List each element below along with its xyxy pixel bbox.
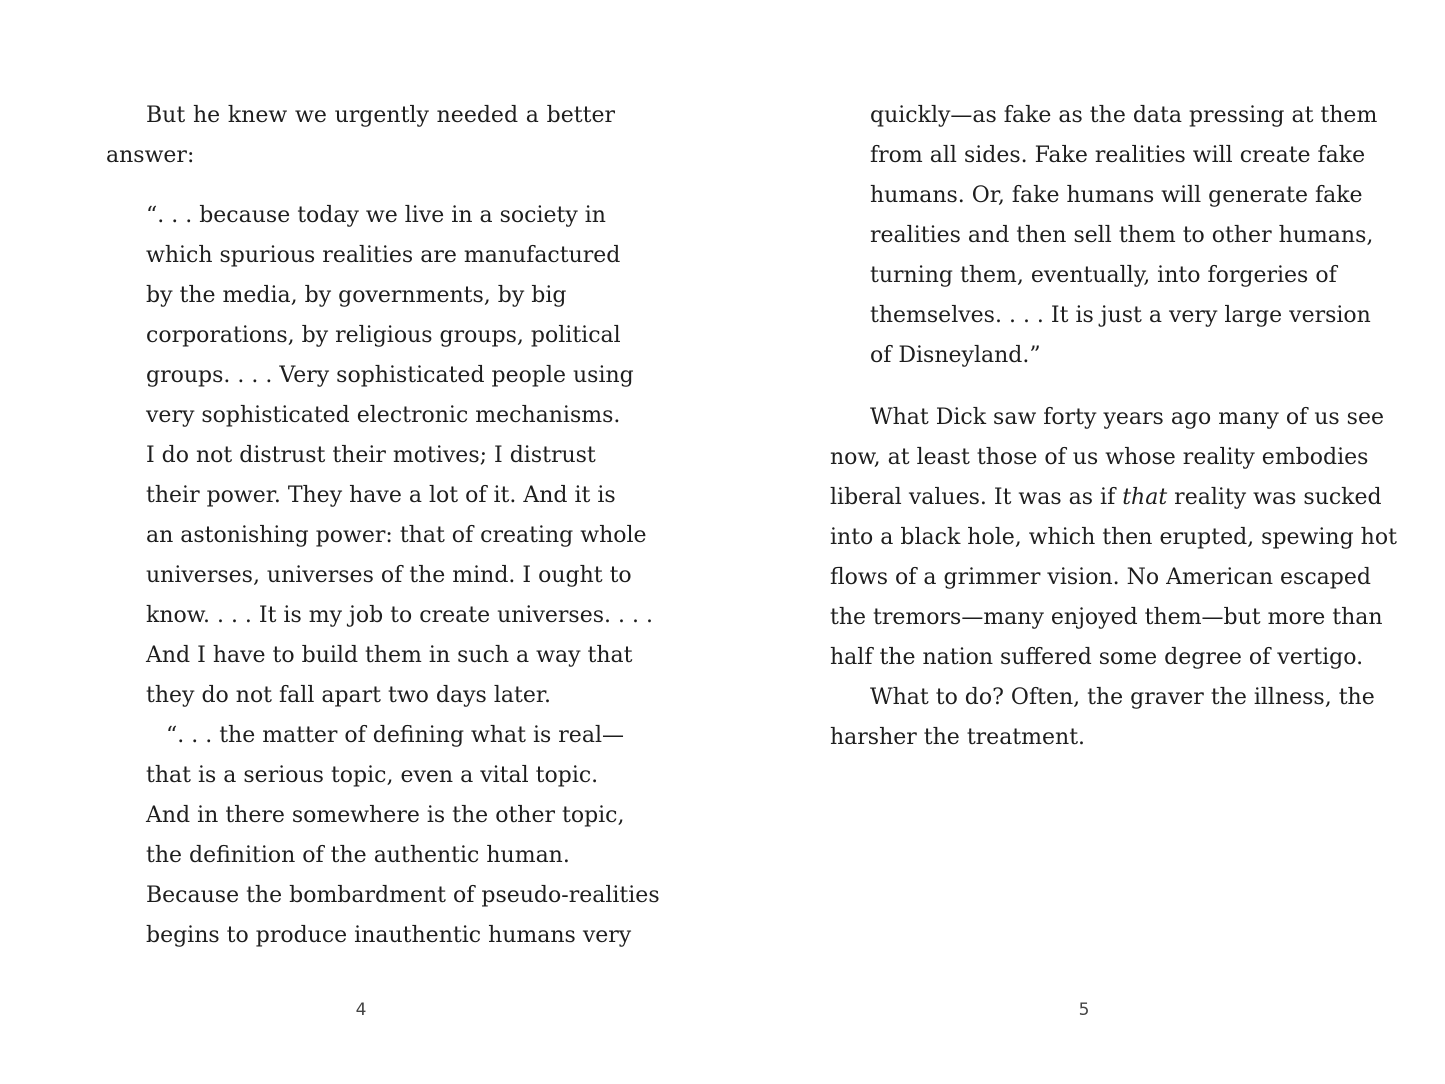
body-line: flows of a grimmer vision. No American escaped bbox=[830, 565, 1371, 590]
quote-line: of Disneyland.” bbox=[870, 343, 1041, 368]
quote-line: begins to produce inauthentic humans very bbox=[146, 923, 632, 948]
quote-line: groups. . . . Very sophisticated people using bbox=[146, 363, 634, 388]
quote-line: universes, universes of the mind. I ought to bbox=[146, 563, 632, 588]
body-line: now, at least those of us whose reality embodies bbox=[830, 445, 1369, 470]
right-page bbox=[723, 0, 1445, 1084]
quote-line: quickly—as fake as the data pressing at them bbox=[870, 103, 1378, 128]
quote-line: from all sides. Fake realities will create fake bbox=[870, 143, 1366, 168]
body-line: harsher the treatment. bbox=[830, 725, 1086, 750]
intro-line-2: answer: bbox=[106, 143, 195, 168]
quote-line: that is a serious topic, even a vital topic. bbox=[146, 763, 599, 788]
quote-line: “. . . the matter of defining what is real— bbox=[166, 723, 624, 748]
quote-line: And I have to build them in such a way that bbox=[146, 643, 633, 668]
quote-line: an astonishing power: that of creating whole bbox=[146, 523, 647, 548]
quote-line: they do not fall apart two days later. bbox=[146, 683, 551, 708]
quote-line: humans. Or, fake humans will generate fake bbox=[870, 183, 1363, 208]
quote-line: “. . . because today we live in a society in bbox=[146, 203, 606, 228]
body-line: the tremors—many enjoyed them—but more than bbox=[830, 605, 1383, 630]
body-line: half the nation suffered some degree of vertigo. bbox=[830, 645, 1364, 670]
body-line-with-emphasis bbox=[830, 478, 1382, 518]
body-line: into a black hole, which then erupted, spewing hot bbox=[830, 525, 1397, 550]
quote-line: know. . . . It is my job to create universes. . . . bbox=[146, 603, 653, 628]
intro-line-1: But he knew we urgently needed a better bbox=[146, 103, 615, 128]
emphasis-text: that bbox=[1122, 485, 1168, 510]
quote-line: which spurious realities are manufactured bbox=[146, 243, 621, 268]
page-number: 4 bbox=[355, 1000, 367, 1020]
left-page bbox=[0, 0, 722, 1084]
body-text-span: reality was sucked bbox=[1167, 485, 1382, 510]
quote-line: realities and then sell them to other humans, bbox=[870, 223, 1374, 248]
quote-line: themselves. . . . It is just a very large version bbox=[870, 303, 1371, 328]
page-number: 5 bbox=[1078, 1000, 1090, 1020]
quote-line: turning them, eventually, into forgeries of bbox=[870, 263, 1337, 288]
body-text-span: liberal values. It was as if bbox=[830, 485, 1123, 510]
quote-line: And in there somewhere is the other topic, bbox=[146, 803, 625, 828]
body-line: What Dick saw forty years ago many of us see bbox=[870, 405, 1384, 430]
quote-line: the definition of the authentic human. bbox=[146, 843, 570, 868]
quote-line: corporations, by religious groups, political bbox=[146, 323, 621, 348]
body-line: What to do? Often, the graver the illness, the bbox=[870, 685, 1375, 710]
quote-line: Because the bombardment of pseudo-realities bbox=[146, 883, 660, 908]
quote-line: by the media, by governments, by big bbox=[146, 283, 567, 308]
quote-line: their power. They have a lot of it. And it is bbox=[146, 483, 616, 508]
quote-line: very sophisticated electronic mechanisms. bbox=[146, 403, 621, 428]
quote-line: I do not distrust their motives; I distrust bbox=[146, 443, 596, 468]
